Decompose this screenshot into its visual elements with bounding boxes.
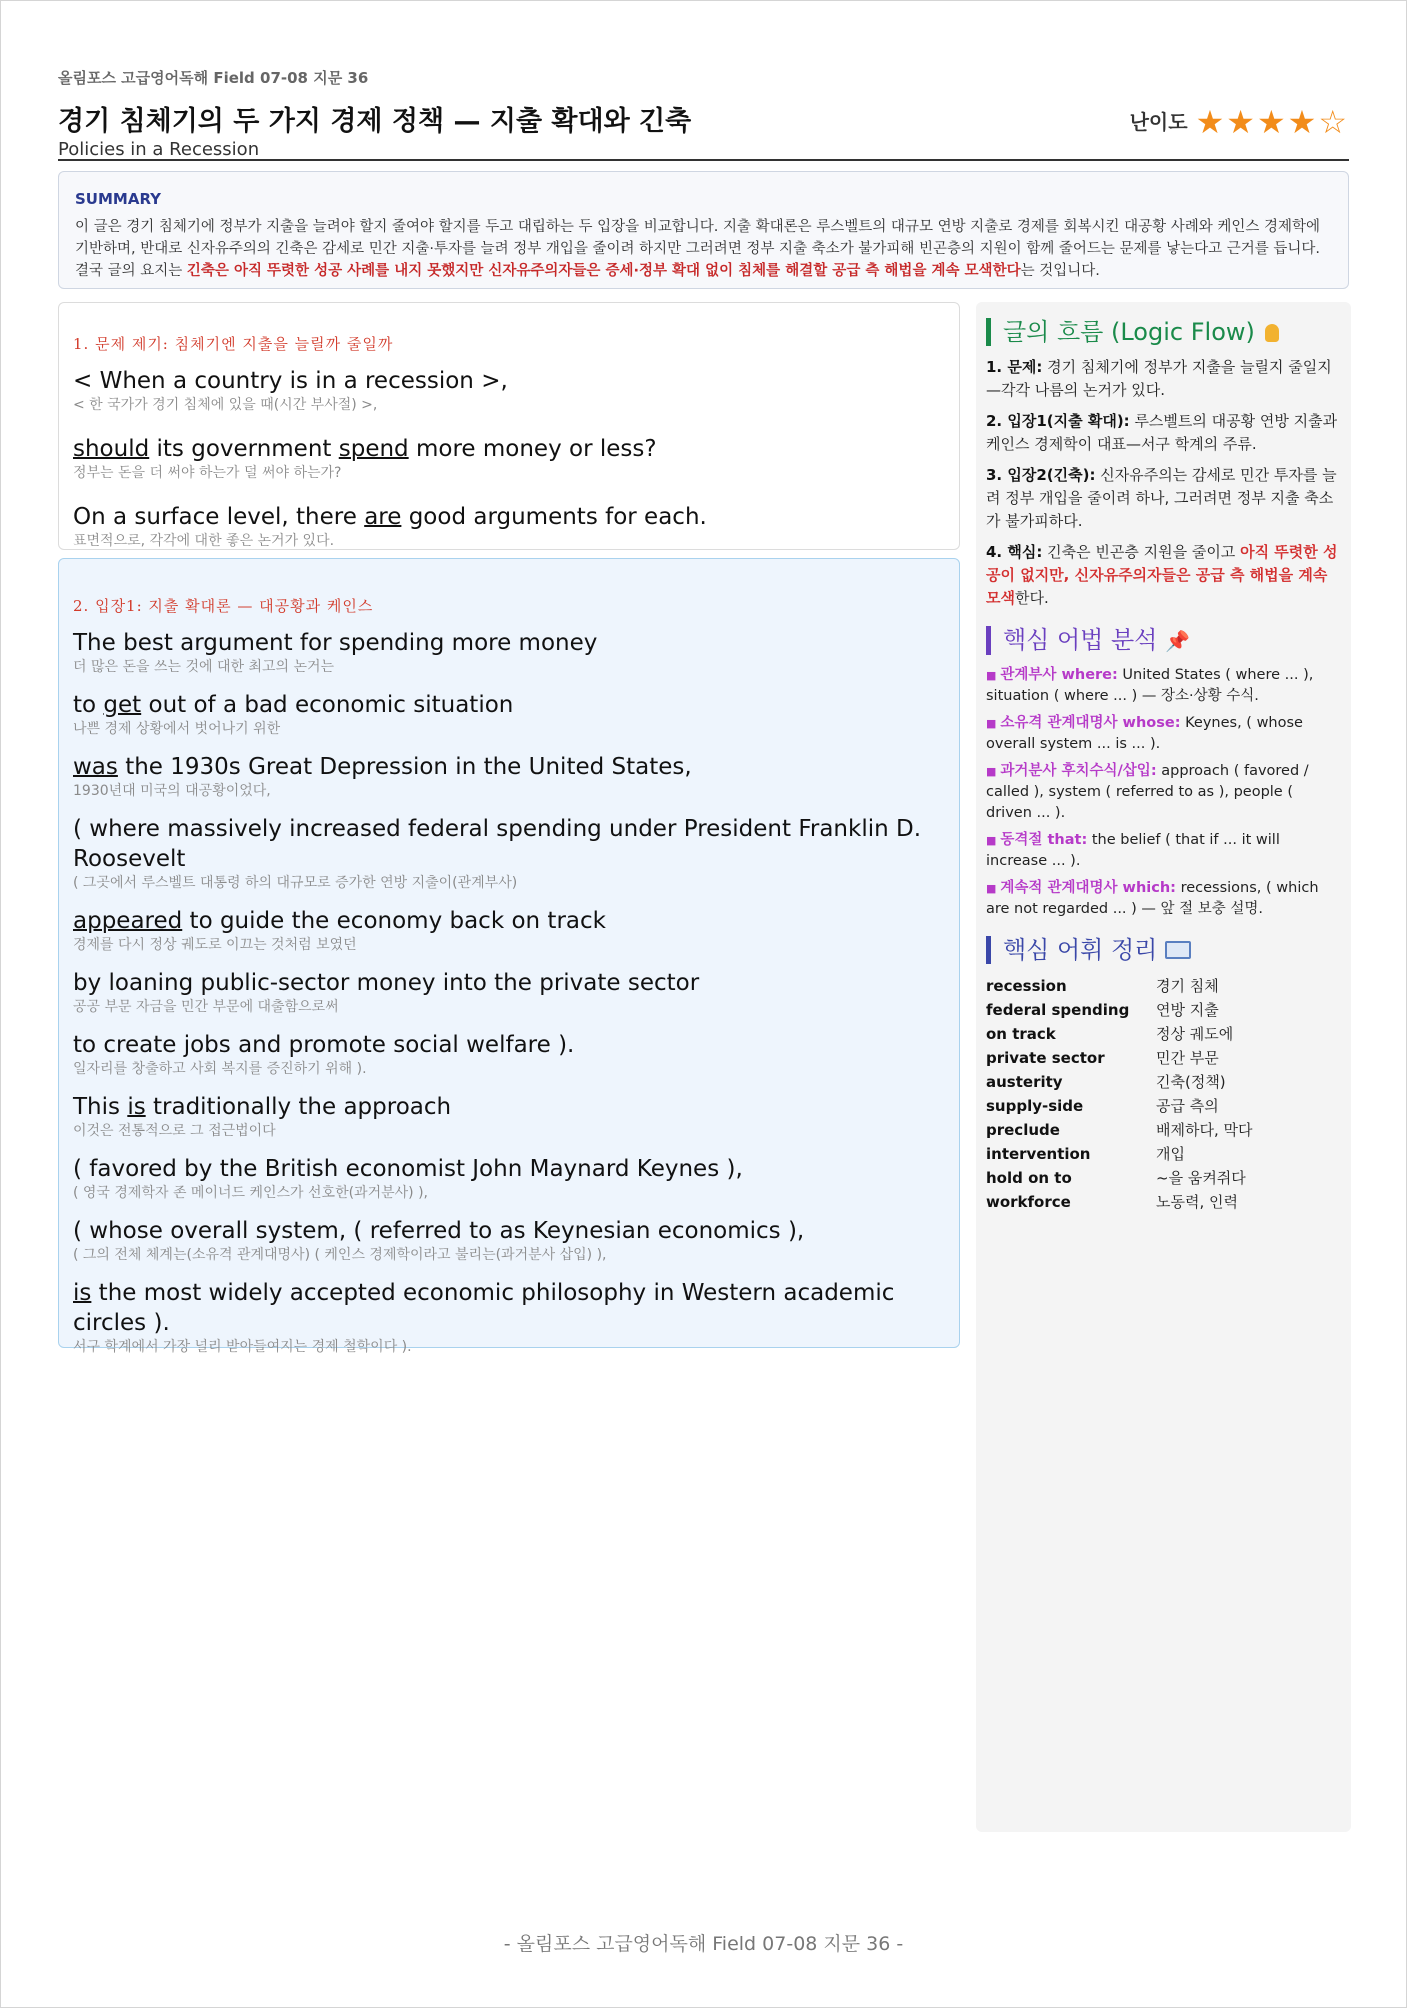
- sentence-en: ( favored by the British economist John Maynard Keynes ),: [73, 1156, 743, 1182]
- sentence-ko: 표면적으로, 각각에 대한 좋은 논거가 있다.: [73, 533, 335, 549]
- vocab-word: federal spending: [986, 1001, 1130, 1019]
- section-problem: [58, 302, 960, 550]
- vocab-meaning: 경기 침체: [1156, 977, 1219, 995]
- difficulty-label: 난이도: [1129, 110, 1188, 134]
- vocab-meaning: 노동력, 인력: [1156, 1193, 1238, 1211]
- vocab-row: [986, 1166, 1341, 1190]
- vocab-word: preclude: [986, 1121, 1060, 1139]
- sentence-ko: ( 그의 전체 체계는(소유격 관계대명사) ( 케인스 경제학이라고 불리는(과거분사 삽입) ),: [73, 1247, 607, 1263]
- book-icon: [1165, 941, 1191, 959]
- sentence-list: [73, 628, 945, 1356]
- vocab-meaning: 정상 궤도에: [1156, 1025, 1234, 1043]
- sentence-ko: 나쁜 경제 상황에서 벗어나기 위한: [73, 721, 281, 737]
- sentence-ko: 서구 학계에서 가장 널리 받아들여지는 경제 철학이다 ).: [73, 1339, 412, 1355]
- sentence-ko: 정부는 돈을 더 써야 하는가 덜 써야 하는가?: [73, 465, 342, 481]
- sentence-en: ( whose overall system, ( referred to as Keynesian economics ),: [73, 1218, 805, 1244]
- sentence-ko: ( 그곳에서 루스벨트 대통령 하의 대규모로 증가한 연방 지출이(관계부사): [73, 875, 518, 891]
- vocab-meaning: 연방 지출: [1156, 1001, 1219, 1019]
- sentence-en: to create jobs and promote social welfare ).: [73, 1032, 575, 1058]
- title-divider: [58, 159, 1349, 161]
- source-label: 올림포스 고급영어독해 Field 07-08 지문 36: [58, 69, 369, 87]
- bullet-icon: ■: [986, 882, 997, 895]
- logic-flow-item: 4. 핵심: 긴축은 빈곤층 지원을 줄이고 아직 뚜렷한 성공이 없지만, 신자유주의자들은 공급 측 해법을 계속 모색한다.: [986, 543, 1338, 607]
- vocab-meaning: 민간 부문: [1156, 1049, 1219, 1067]
- section2-heading: 2. 입장1: 지출 확대론 — 대공황과 케인스: [73, 597, 374, 615]
- vocab-word: on track: [986, 1025, 1056, 1043]
- sentence-ko: 이것은 전통적으로 그 접근법이다: [73, 1123, 276, 1139]
- vocab-word: private sector: [986, 1049, 1105, 1067]
- vocab-meaning: 공급 측의: [1156, 1097, 1219, 1115]
- summary-tail: 는 것입니다.: [1020, 263, 1100, 279]
- sentence-en: should its government spend more money or less?: [73, 436, 657, 462]
- logic-flow-title: 글의 흐름 (Logic Flow): [986, 318, 1341, 346]
- vocab-word: recession: [986, 977, 1067, 995]
- sentence-ko: 공공 부문 자금을 민간 부문에 대출함으로써: [73, 999, 339, 1015]
- pushpin-icon: 📌: [1165, 629, 1191, 653]
- logic-flow-item: 1. 문제: 경기 침체기에 정부가 지출을 늘릴지 줄일지—각각 나름의 논거가 있다.: [986, 358, 1332, 399]
- vocab-table: [986, 974, 1341, 1214]
- vocab-meaning: 배제하다, 막다: [1156, 1121, 1253, 1139]
- vocab-row: [986, 1022, 1341, 1046]
- bullet-icon: ■: [986, 669, 997, 682]
- logic-flow-item: 3. 입장2(긴축): 신자유주의는 감세로 민간 투자를 늘려 정부 개입을 줄이려 하나, 그러려면 정부 지출 축소가 불가피하다.: [986, 466, 1337, 530]
- vocab-word: hold on to: [986, 1169, 1072, 1187]
- page-title: 경기 침체기의 두 가지 경제 정책 — 지출 확대와 긴축: [58, 106, 692, 137]
- grammar-list: [986, 665, 1341, 920]
- vocab-row: [986, 974, 1341, 998]
- vocab-word: workforce: [986, 1193, 1071, 1211]
- difficulty: [1130, 103, 1349, 141]
- sentence-en: to get out of a bad economic situation: [73, 692, 514, 718]
- summary-highlight: 긴축은 아직 뚜렷한 성공 사례를 내지 못했지만 신자유주의자들은 증세·정부 확대 없이 침체를 해결할 공급 측 해법을 계속 모색한다: [186, 263, 1021, 279]
- grammar-item: ■ 과거분사 후치수식/삽입: approach ( favored / called ), system ( referred to as ), people ( driven ... ).: [986, 763, 1309, 821]
- page-footer: - 올림포스 고급영어독해 Field 07-08 지문 36 -: [503, 1933, 904, 1955]
- sentence-en: by loaning public-sector money into the private sector: [73, 970, 700, 996]
- section-position1: [58, 558, 960, 1355]
- section1-heading: 1. 문제 제기: 침체기엔 지출을 늘릴까 줄일까: [73, 335, 394, 353]
- sentence-en: The best argument for spending more money: [73, 630, 598, 656]
- vocab-row: [986, 1046, 1341, 1070]
- vocab-title: 핵심 어휘 정리: [986, 936, 1341, 964]
- sentence-ko: 일자리를 창출하고 사회 복지를 증진하기 위해 ).: [73, 1061, 367, 1077]
- vocab-meaning: ~을 움켜쥐다: [1156, 1169, 1246, 1187]
- summary-body: 이 글은 경기 침체기에 정부가 지출을 늘려야 할지 줄여야 할지를 두고 대립하는 두 입장을 비교합니다. 지출 확대론은 루스벨트의 대규모 연방 지출로 경제를 회복시킨 대공황 사례와 케인스 경제학에 기반하며, 반대로 신자유주의의 긴축은 감세로 민간 지출·투자를 늘려 정부 개입을 줄이려 하지만 그러려면 정부 지출 축소가 불가피해 빈곤층의 지원이 함께 줄어드는 문제를 낳는다고 근거를 듭니다. 결국 글의 요지는: [75, 219, 1320, 279]
- sentence-ko: < 한 국가가 경기 침체에 있을 때(시간 부사절) >,: [73, 397, 378, 413]
- sentence-ko: 더 많은 돈을 쓰는 것에 대한 최고의 논거는: [73, 659, 335, 675]
- logic-flow-list: [986, 356, 1341, 610]
- grammar-title: 핵심 어법 분석 📌: [986, 626, 1341, 655]
- vocab-word: supply-side: [986, 1097, 1084, 1115]
- page-subtitle: Policies in a Recession: [58, 139, 260, 160]
- summary-box: [58, 171, 1349, 289]
- logic-flow-item: 2. 입장1(지출 확대): 루스벨트의 대공황 연방 지출과 케인스 경제학이 대표—서구 학계의 주류.: [986, 412, 1338, 453]
- vocab-row: [986, 998, 1341, 1022]
- vocab-row: [986, 1094, 1341, 1118]
- vocab-row: [986, 1142, 1341, 1166]
- sentence-en: ( where massively increased federal spending under President Franklin D. Roosevelt: [73, 816, 922, 872]
- vocab-row: [986, 1070, 1341, 1094]
- sentence-en: was the 1930s Great Depression in the United States,: [73, 754, 692, 780]
- vocab-meaning: 개입: [1156, 1145, 1185, 1163]
- lightbulb-icon: [1265, 324, 1279, 342]
- difficulty-stars: ★★★★☆: [1195, 103, 1349, 141]
- bullet-icon: ■: [986, 717, 997, 730]
- summary-label: SUMMARY: [75, 190, 162, 208]
- sidebar: [976, 302, 1351, 1832]
- vocab-row: [986, 1118, 1341, 1142]
- sentence-ko: ( 영국 경제학자 존 메이너드 케인스가 선호한(과거분사) ),: [73, 1185, 428, 1201]
- bullet-icon: ■: [986, 834, 997, 847]
- sentence-en: < When a country is in a recession >,: [73, 368, 508, 394]
- vocab-row: [986, 1190, 1341, 1214]
- grammar-item: ■ 동격절 that: the belief ( that if ... it will increase ... ).: [986, 832, 1280, 869]
- sentence-en: is the most widely accepted economic philosophy in Western academic circles ).: [73, 1280, 895, 1336]
- sentence-ko: 경제를 다시 정상 궤도로 이끄는 것처럼 보였던: [73, 937, 357, 953]
- grammar-item: ■ 관계부사 where: United States ( where ... ), situation ( where ... ) — 장소·상황 수식.: [986, 667, 1314, 704]
- vocab-meaning: 긴축(정책): [1156, 1073, 1226, 1091]
- vocab-word: intervention: [986, 1145, 1091, 1163]
- summary-text: [75, 216, 1332, 282]
- grammar-item: ■ 소유격 관계대명사 whose: Keynes, ( whose overall system ... is ... ).: [986, 715, 1303, 752]
- sentence-ko: 1930년대 미국의 대공황이었다,: [73, 783, 271, 799]
- bullet-icon: ■: [986, 765, 997, 778]
- sentence-en: This is traditionally the approach: [73, 1094, 452, 1120]
- vocab-word: austerity: [986, 1073, 1063, 1091]
- sentence-en: appeared to guide the economy back on track: [73, 908, 606, 934]
- sentence-en: On a surface level, there are good arguments for each.: [73, 504, 707, 530]
- grammar-item: ■ 계속적 관계대명사 which: recessions, ( which are not regarded ... ) — 앞 절 보충 설명.: [986, 880, 1319, 917]
